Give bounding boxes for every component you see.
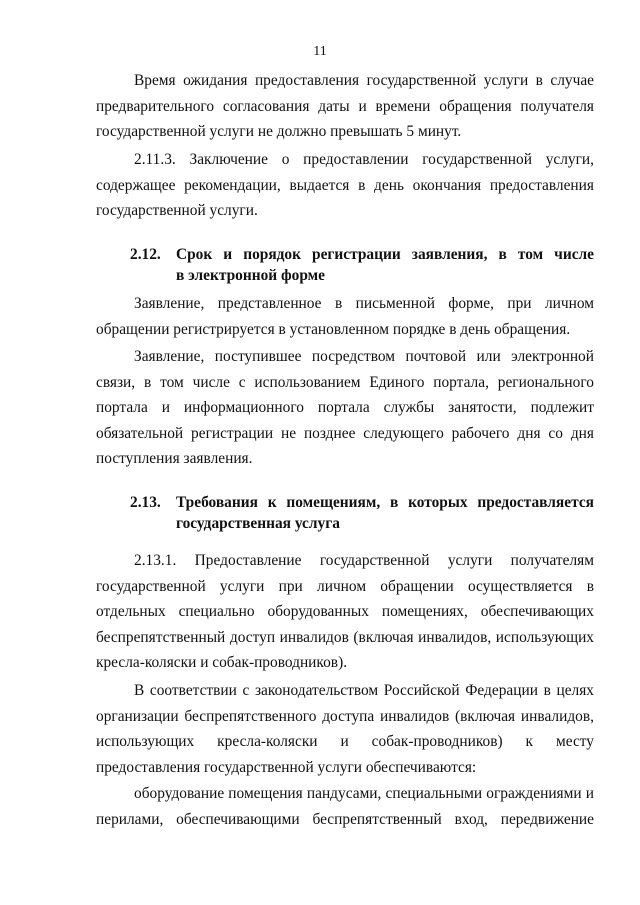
paragraph-waiting-time: Время ожидания предоставления государственной услуги в случае предварительного согласования даты и времени обращения получателя государственной услуги не должно превышать 5 минут.	[96, 72, 594, 141]
heading-number: 2.12.	[130, 246, 161, 263]
paragraph-electronic-application: Заявление, поступившее посредством почтовой или электронной связи, в том числе с использованием Единого портала, регионального портала и информационного портала службы занятости, подлежит обязательной регистрации не позднее следующего рабочего дня со дня поступления заявления.	[96, 348, 594, 468]
heading-number: 2.13.	[130, 494, 161, 511]
heading-line1	[130, 492, 594, 513]
paragraph-written-application: Заявление, представленное в письменной форме, при личном обращении регистрируется в установленном порядке в день обращения.	[96, 295, 594, 338]
heading-title-part2: в электронной форме	[176, 267, 325, 284]
heading-title-part1: Срок и порядок регистрации заявления, в том числе	[176, 246, 594, 263]
page-number: 11	[313, 44, 327, 59]
section-heading-2-13	[130, 492, 594, 534]
heading-line1	[130, 244, 594, 265]
paragraph-2-11-3: 2.11.3. Заключение о предоставлении государственной услуги, содержащее рекомендации, выдается в день окончания предоставления государственной услуги.	[96, 151, 594, 220]
section-heading-2-12	[130, 244, 594, 286]
paragraph-equipment: оборудование помещения пандусами, специальными ограждениями и перилами, обеспечивающими беспрепятственный вход, передвижение	[96, 785, 594, 828]
heading-title-part2: государственная услуга	[176, 515, 340, 532]
paragraph-legislation: В соответствии с законодательством Российской Федерации в целях организации беспрепятственного доступа инвалидов (включая инвалидов, использующих кресла-коляски и собак-проводников) к месту предоставления государственной услуги обеспечиваются:	[96, 682, 594, 776]
heading-title-part1: Требования к помещениям, в которых предоставляется	[176, 494, 594, 511]
paragraph-2-13-1: 2.13.1. Предоставление государственной услуги получателям государственной услуги при личном обращении осуществляется в отдельных специально оборудованных помещениях, обеспечивающих беспрепятственный доступ инвалидов (включая инвалидов, использующих кресла-коляски и собак-проводников).	[96, 552, 594, 672]
